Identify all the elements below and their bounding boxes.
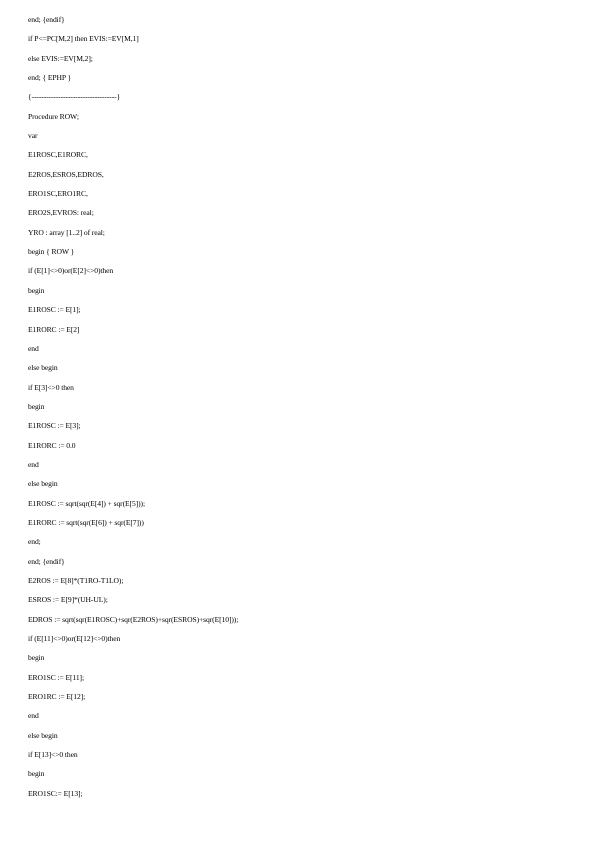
code-line: {-----------------------------------} <box>28 92 121 102</box>
code-line: E2ROS,ESROS,EDROS, <box>28 169 104 179</box>
code-line: ERO1SC,ERO1RC, <box>28 189 88 199</box>
code-line: Procedure ROW; <box>28 111 79 121</box>
code-line: E1ROSC,E1RORC, <box>28 150 88 160</box>
code-listing <box>28 14 238 807</box>
code-line: if (E[1]<>0)or(E[2]<>0)then <box>28 266 114 276</box>
code-line: end; <box>28 537 41 547</box>
code-line: else begin <box>28 363 58 373</box>
code-line: ERO1SC := E[11]; <box>28 672 84 682</box>
code-line: if P<=PC[M,2] then EVIS:=EV[M,1] <box>28 34 139 44</box>
code-line: ERO2S,EVROS: real; <box>28 208 94 218</box>
code-line: E1RORC := 0.0 <box>28 440 76 450</box>
code-line: end <box>28 343 39 353</box>
code-line: else begin <box>28 479 58 489</box>
code-line: end <box>28 459 39 469</box>
code-line: E2ROS := E[8]*(T1RO-T1LO); <box>28 575 124 585</box>
code-line: ERO1SC:= E[13]; <box>28 788 83 798</box>
code-line: E1RORC := E[2] <box>28 324 80 334</box>
code-line: if (E[11]<>0)or(E[12]<>0)then <box>28 634 121 643</box>
code-line: if E[3]<>0 then <box>28 382 74 392</box>
code-line: end; {endif} <box>28 15 65 24</box>
code-line: begin <box>28 769 45 779</box>
code-line: E1RORC := sqrt(sqr(E[6]) + sqr(E[7])) <box>28 517 144 527</box>
code-line: else begin <box>28 730 58 740</box>
code-line: ESROS := E[9]*(UH-UL); <box>28 595 108 605</box>
code-line: E1ROSC := E[1]; <box>28 305 81 315</box>
code-line: YRO : array [1..2] of real; <box>28 227 105 237</box>
code-line: var <box>28 131 38 141</box>
code-line: begin <box>28 653 45 663</box>
code-line: begin { ROW } <box>28 247 75 257</box>
code-line: E1ROSC := sqrt(sqr(E[4]) + sqr(E[5])); <box>28 498 145 508</box>
code-line: begin <box>28 285 45 295</box>
code-line: end; {endif} <box>28 556 65 566</box>
code-line: E1ROSC := E[3]; <box>28 421 81 431</box>
code-line: end; { EPHP } <box>28 73 72 83</box>
code-line: ERO1RC := E[12]; <box>28 692 86 702</box>
code-line: begin <box>28 401 45 411</box>
code-line: else EVIS:=EV[M,2]; <box>28 53 93 63</box>
code-line: if E[13]<>0 then <box>28 750 78 760</box>
code-line: end <box>28 711 39 721</box>
code-line: EDROS := sqrt(sqr(E1ROSC)+sqr(E2ROS)+sqr(ESROS)+sqr(E[10])); <box>28 614 239 624</box>
